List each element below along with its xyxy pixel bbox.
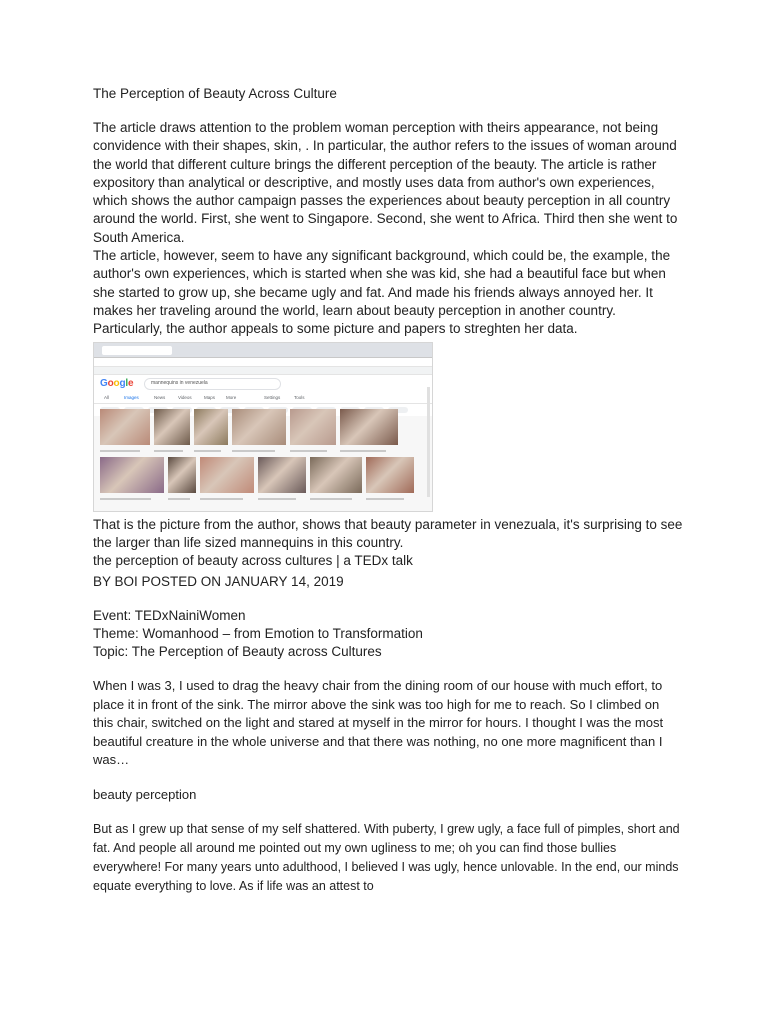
- image-thumbnail: [100, 457, 164, 493]
- image-results-grid: [100, 409, 426, 505]
- google-tab: All: [104, 394, 110, 400]
- google-logo: Google: [100, 377, 134, 389]
- document-page: [93, 84, 683, 896]
- image-thumbnail: [290, 409, 336, 445]
- google-tab: Videos: [178, 394, 192, 400]
- byline: BY BOI POSTED ON JANUARY 14, 2019: [93, 574, 344, 590]
- browser-tab-bar: [94, 343, 432, 358]
- google-search-text: mannequins in venezuela: [151, 379, 208, 386]
- google-images-screenshot: [93, 342, 433, 512]
- google-tab: More: [226, 394, 237, 400]
- image-thumbnail: [232, 409, 286, 445]
- paragraph-3: When I was 3, I used to drag the heavy chair from the dining room of our house with much effort, to place it in front of the sink. The mirror above the sink was too high for me to reach. So I climbed on this chair, switched on the light and stared at myself in the mirror for hours. I thought I was the most beautiful creature in the whole universe and that there was nothing, no one more magnificent than I was…: [93, 678, 664, 768]
- browser-bookmarks-bar: [94, 367, 432, 375]
- google-tab: Settings: [264, 394, 281, 400]
- image-thumbnail: [194, 409, 228, 445]
- theme-line: Theme: Womanhood – from Emotion to Transformation: [93, 626, 423, 642]
- google-tab: Tools: [294, 394, 305, 400]
- event-line: Event: TEDxNainiWomen: [93, 608, 246, 624]
- browser-address-bar: [94, 358, 432, 367]
- google-result-tabs: [94, 393, 432, 404]
- browser-tab: [102, 346, 172, 355]
- document-title: The Perception of Beauty Across Culture: [93, 86, 337, 101]
- paragraph-1: The article draws attention to the problem woman perception with theirs appearance, not being convidence with their shapes, skin, . In particular, the author refers to the issues of woman around the world that different culture brings the different perception of the beauty. The article is rather expository than analytical or descriptive, and mostly uses data from author's own experiences, which shows the author campaign passes the experiences about beauty perception in all country around the world. First, she went to Singapore. Second, she went to Africa. Third then she went to South America.: [93, 120, 678, 245]
- image-caption: That is the picture from the author, shows that beauty parameter in venezuala, it's surprising to see the larger than life sized mannequins in this country.: [93, 516, 683, 550]
- paragraph-4: But as I grew up that sense of my self shattered. With puberty, I grew ugly, a face full of pimples, short and fat. And people all around me pointed out my own ugliness to me; oh you can find those bullies everywhere! For many years unto adulthood, I believed I was ugly, hence unlovable. In the end, our minds equate everything to love. As if life was an attest to: [93, 821, 680, 893]
- google-search-box: [144, 378, 281, 390]
- image-thumbnail: [366, 457, 414, 493]
- image-thumbnail: [340, 409, 398, 445]
- section-heading: beauty perception: [93, 786, 197, 802]
- image-thumbnail: [100, 409, 150, 445]
- scrollbar: [427, 387, 430, 497]
- google-tab: Images: [124, 394, 139, 400]
- topic-line: Topic: The Perception of Beauty across Cultures: [93, 644, 382, 660]
- google-header: [94, 375, 432, 393]
- google-tab: News: [154, 394, 166, 400]
- google-tab: Maps: [204, 394, 216, 400]
- image-thumbnail: [310, 457, 362, 493]
- image-thumbnail: [168, 457, 196, 493]
- image-row-1: [100, 409, 426, 445]
- image-thumbnail: [154, 409, 190, 445]
- talk-subtitle: the perception of beauty across cultures | a TEDx talk: [93, 553, 413, 569]
- image-row-2: [100, 457, 426, 493]
- image-thumbnail: [200, 457, 254, 493]
- paragraph-2: The article, however, seem to have any significant background, which could be, the example, the author's own experiences, which is started when she was kid, she had a beautiful face but when she started to grow up, she became ugly and fat. And made his friends always annoyed her. It makes her traveling around the world, learn about beauty perception in another country. Particularly, the author appeals to some picture and papers to streghten her data.: [93, 248, 671, 337]
- image-thumbnail: [258, 457, 306, 493]
